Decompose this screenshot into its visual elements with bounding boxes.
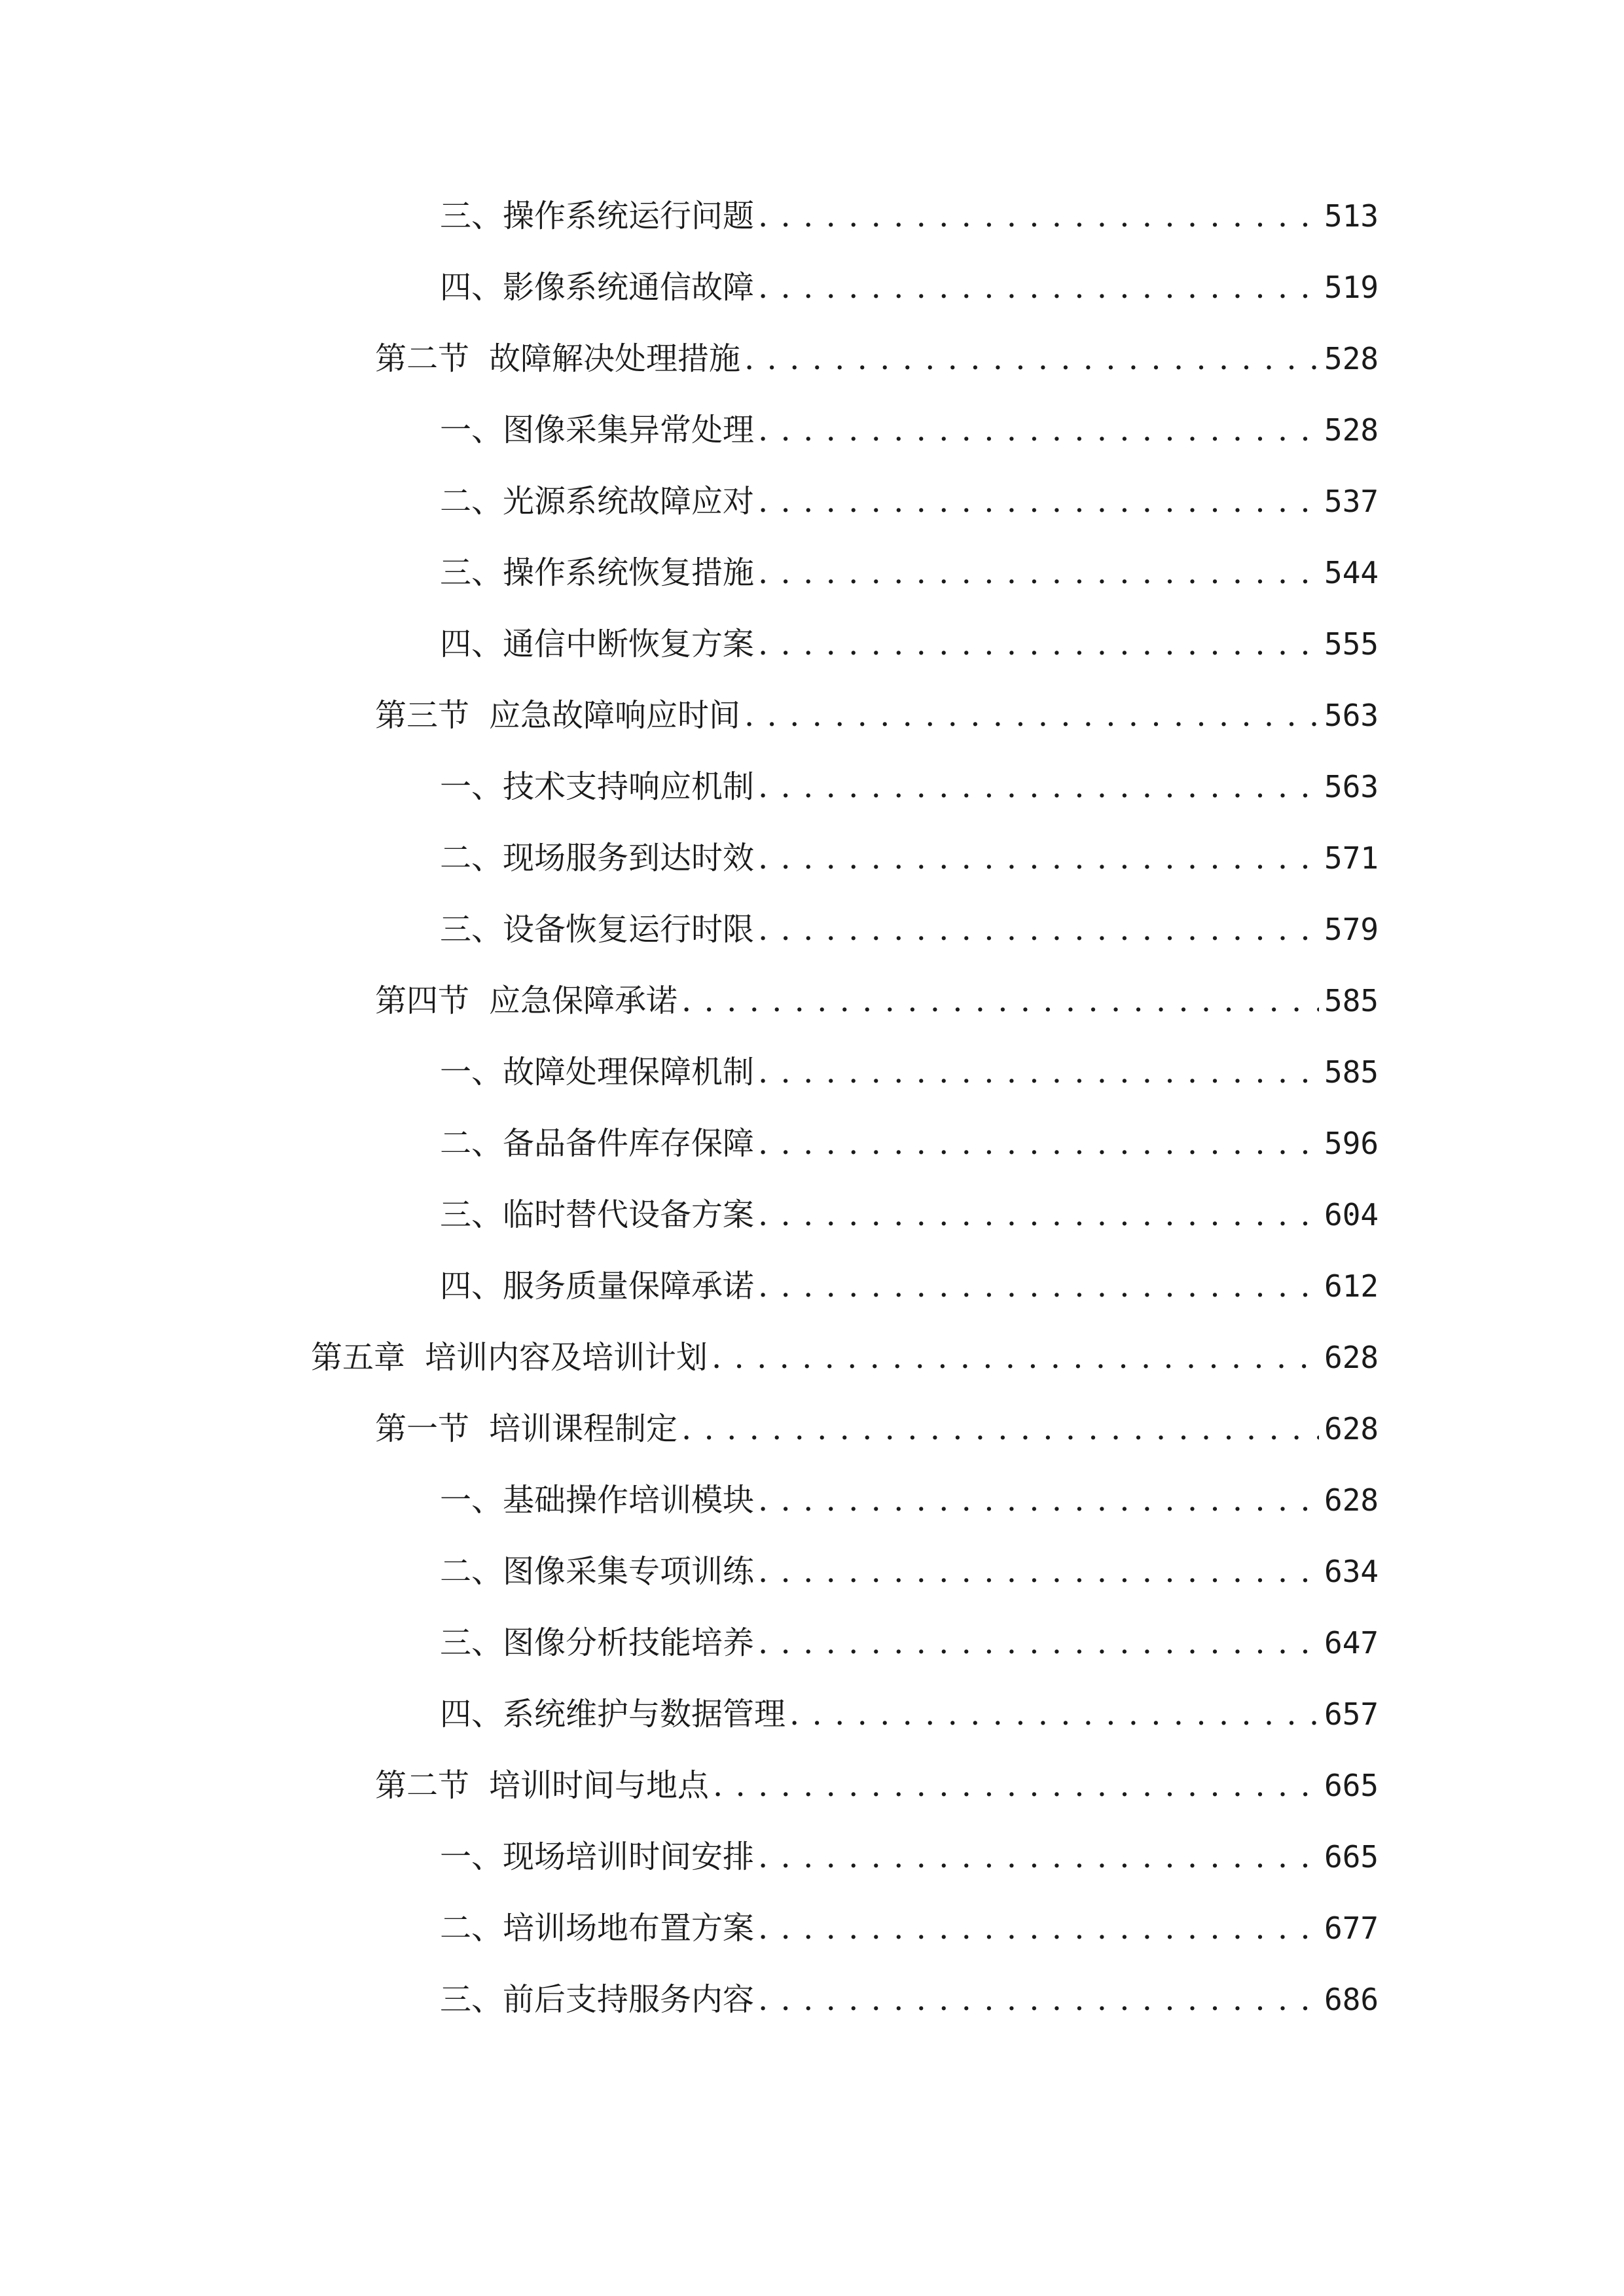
toc-page-number: 537: [1324, 484, 1379, 519]
toc-page-number: 657: [1324, 1696, 1379, 1732]
toc-dot-leader: [758, 1260, 1319, 1312]
toc-entry-title: 光源系统故障应对: [503, 483, 755, 520]
toc-dot-leader: [758, 1617, 1319, 1669]
toc-entry-title: 应急保障承诺: [489, 982, 678, 1019]
toc-entry-number: 一、: [440, 1839, 503, 1875]
toc-entry[interactable]: [440, 1260, 1377, 1312]
toc-entry[interactable]: [440, 475, 1377, 528]
toc-entry-number: 三、: [440, 1624, 503, 1661]
toc-page-number: 665: [1324, 1839, 1379, 1874]
toc-dot-leader: [758, 903, 1319, 956]
toc-entry[interactable]: [440, 761, 1377, 813]
toc-entry-title: 培训场地布置方案: [503, 1910, 755, 1946]
toc-dot-leader: [789, 1688, 1319, 1740]
toc-entry-number: 三、: [440, 1196, 503, 1233]
toc-entry-title: 现场培训时间安排: [503, 1839, 755, 1875]
toc-dot-leader: [758, 1046, 1319, 1098]
toc-entry-title: 基础操作培训模块: [503, 1482, 755, 1518]
toc-entry[interactable]: [440, 1831, 1377, 1883]
toc-page-number: 563: [1324, 769, 1379, 804]
toc-page-number: 585: [1324, 983, 1379, 1018]
toc-entry[interactable]: [440, 547, 1377, 599]
toc-dot-leader: [758, 1973, 1319, 2026]
toc-page-number: 628: [1324, 1482, 1379, 1518]
toc-entry-number: 四、: [440, 626, 503, 662]
toc-entry-title: 备品备件库存保障: [503, 1125, 755, 1162]
toc-entry-number: 二、: [440, 1125, 503, 1162]
toc-entry-number: 三、: [440, 198, 503, 234]
toc-dot-leader: [758, 761, 1319, 813]
toc-entry-number: 第四节: [375, 982, 470, 1019]
toc-page-number: 563: [1324, 698, 1379, 733]
toc-page-number: 585: [1324, 1054, 1379, 1090]
toc-page-number: 628: [1324, 1411, 1379, 1446]
toc-dot-leader: [713, 1759, 1319, 1812]
toc-page-number: 634: [1324, 1554, 1379, 1589]
toc-dot-leader: [758, 1117, 1319, 1170]
toc-dot-leader: [758, 1902, 1319, 1954]
toc-entry-number: 二、: [440, 1553, 503, 1590]
toc-entry[interactable]: [375, 975, 1377, 1027]
toc-dot-leader: [758, 1189, 1319, 1241]
toc-entry-number: 第一节: [375, 1410, 470, 1447]
toc-entry-title: 操作系统运行问题: [503, 198, 755, 234]
toc-entry[interactable]: [440, 404, 1377, 456]
toc-entry-title: 设备恢复运行时限: [503, 911, 755, 948]
toc-entry-number: 第三节: [375, 697, 470, 734]
toc-entry-number: 一、: [440, 1054, 503, 1090]
toc-entry-number: 三、: [440, 1981, 503, 2018]
toc-dot-leader: [758, 261, 1319, 314]
toc-page-number: 571: [1324, 840, 1379, 876]
toc-page-number: 612: [1324, 1268, 1379, 1304]
toc-entry-title: 图像采集专项训练: [503, 1553, 755, 1590]
toc-entry[interactable]: [440, 1046, 1377, 1098]
toc-entry-title: 前后支持服务内容: [503, 1981, 755, 2018]
toc-page-number: 528: [1324, 341, 1379, 376]
toc-entry-title: 培训时间与地点: [489, 1767, 710, 1804]
toc-entry-title: 技术支持响应机制: [503, 768, 755, 805]
toc-entry-number: 二、: [440, 483, 503, 520]
toc-entry-number: 一、: [440, 1482, 503, 1518]
toc-entry-number: 一、: [440, 412, 503, 448]
toc-entry-number: 二、: [440, 1910, 503, 1946]
toc-entry-title: 应急故障响应时间: [489, 697, 741, 734]
toc-entry-title: 故障解决处理措施: [489, 340, 741, 377]
toc-entry-title: 服务质量保障承诺: [503, 1268, 755, 1304]
toc-page-number: 628: [1324, 1340, 1379, 1375]
toc-page-number: 544: [1324, 555, 1379, 590]
toc-entry[interactable]: [440, 190, 1377, 242]
toc-entry-number: 三、: [440, 911, 503, 948]
toc-entry-number: 第二节: [375, 340, 470, 377]
toc-entry[interactable]: [440, 1688, 1377, 1740]
toc-page-number: 686: [1324, 1982, 1379, 2017]
toc-entry[interactable]: [375, 689, 1377, 742]
toc-entry[interactable]: [440, 1474, 1377, 1526]
toc-page-number: 665: [1324, 1768, 1379, 1803]
toc-entry[interactable]: [440, 1973, 1377, 2026]
toc-dot-leader: [758, 1545, 1319, 1598]
toc-dot-leader: [758, 475, 1319, 528]
toc-entry-title: 现场服务到达时效: [503, 840, 755, 876]
toc-entry[interactable]: [440, 1545, 1377, 1598]
toc-entry-title: 影像系统通信故障: [503, 269, 755, 306]
toc-entry[interactable]: [440, 1902, 1377, 1954]
toc-entry[interactable]: [440, 1189, 1377, 1241]
toc-page-number: 528: [1324, 412, 1379, 448]
toc-page-number: 519: [1324, 270, 1379, 305]
toc-page-number: 513: [1324, 198, 1379, 234]
toc-entry[interactable]: [440, 618, 1377, 670]
toc-entry[interactable]: [375, 332, 1377, 385]
toc-page-number: 647: [1324, 1625, 1379, 1660]
toc-entry[interactable]: [375, 1759, 1377, 1812]
toc-page-number: 555: [1324, 626, 1379, 662]
toc-dot-leader: [681, 975, 1319, 1027]
toc-entry-number: 四、: [440, 1696, 503, 1732]
toc-dot-leader: [758, 1831, 1319, 1883]
toc-page-number: 579: [1324, 912, 1379, 947]
toc-entry-title: 临时替代设备方案: [503, 1196, 755, 1233]
toc-entry-number: 第五章: [311, 1339, 406, 1376]
toc-dot-leader: [681, 1403, 1319, 1455]
toc-entry[interactable]: [440, 261, 1377, 314]
toc-entry[interactable]: [375, 1403, 1377, 1455]
toc-entry[interactable]: [311, 1331, 1377, 1384]
toc-dot-leader: [758, 832, 1319, 884]
toc-page-number: 596: [1324, 1126, 1379, 1161]
toc-entry[interactable]: [440, 903, 1377, 956]
toc-entry-title: 培训课程制定: [489, 1410, 678, 1447]
toc-entry-title: 故障处理保障机制: [503, 1054, 755, 1090]
toc-page-number: 604: [1324, 1197, 1379, 1232]
toc-entry-number: 第二节: [375, 1767, 470, 1804]
toc-entry[interactable]: [440, 1617, 1377, 1669]
toc-entry-number: 二、: [440, 840, 503, 876]
toc-entry-title: 培训内容及培训计划: [425, 1339, 708, 1376]
toc-entry-number: 三、: [440, 554, 503, 591]
toc-dot-leader: [744, 689, 1319, 742]
toc-entry-title: 图像分析技能培养: [503, 1624, 755, 1661]
toc-entry[interactable]: [440, 1117, 1377, 1170]
toc-entry-title: 操作系统恢复措施: [503, 554, 755, 591]
toc-dot-leader: [758, 618, 1319, 670]
toc-entry-number: 一、: [440, 768, 503, 805]
toc-dot-leader: [712, 1331, 1319, 1384]
toc-dot-leader: [758, 190, 1319, 242]
toc-entry-title: 系统维护与数据管理: [503, 1696, 786, 1732]
toc-dot-leader: [758, 547, 1319, 599]
toc-entry-number: 四、: [440, 1268, 503, 1304]
toc-page-number: 677: [1324, 1910, 1379, 1946]
toc-entry-number: 四、: [440, 269, 503, 306]
toc-entry-title: 通信中断恢复方案: [503, 626, 755, 662]
toc-entry[interactable]: [440, 832, 1377, 884]
toc-dot-leader: [758, 1474, 1319, 1526]
toc-dot-leader: [744, 332, 1319, 385]
toc-entry-title: 图像采集异常处理: [503, 412, 755, 448]
toc-dot-leader: [758, 404, 1319, 456]
